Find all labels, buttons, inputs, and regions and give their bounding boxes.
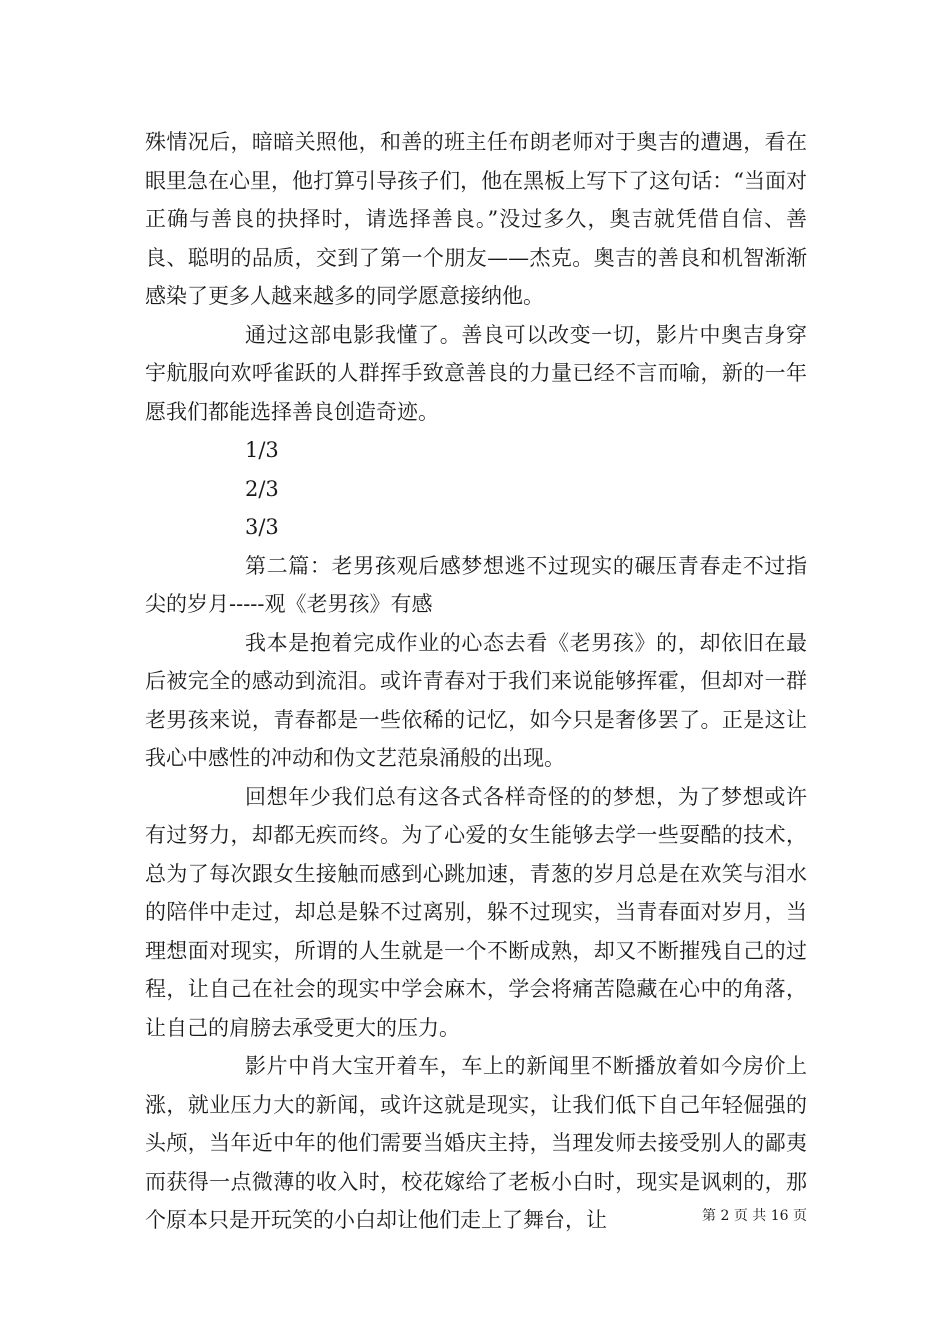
page-number-footer: 第 2 页 共 16 页 <box>702 1208 807 1224</box>
paragraph-intro: 我本是抱着完成作业的心态去看《老男孩》的，却依旧在最后被完全的感动到流泪。或许青春对于我们来说能够挥霍，但却对一群老男孩来说，青春都是一些依稀的记忆，如今只是奢侈罢了。正是这让我心中感性的冲动和伪文艺范泉涌般的出现。 <box>145 630 807 770</box>
paragraph-film-scene: 影片中肖大宝开着车，车上的新闻里不断播放着如今房价上涨，就业压力大的新闻，或许这就是现实，让我们低下自己年轻倔强的头颅，当年近中年的他们需要当婚庆主持，当理发师去接受别人的鄙夷而获得一点微薄的收入时，校花嫁给了老板小白时，现实是讽刺的，那个原本只是开玩笑的小白却让他们走上了舞台，让 <box>145 1054 807 1232</box>
paragraph-recollection: 回想年少我们总有这各式各样奇怪的的梦想，为了梦想或许有过努力，却都无疾而终。为了心爱的女生能够去学一些耍酷的技术，总为了每次跟女生接触而感到心跳加速，青葱的岁月总是在欢笑与泪水的陪伴中走过，却总是躲不过离别，躲不过现实，当青春面对岁月，当理想面对现实，所谓的人生就是一个不断成熟，却又不断摧残自己的过程，让自己在社会的现实中学会麻木，学会将痛苦隐藏在心中的角落，让自己的肩膀去承受更大的压力。 <box>145 784 807 1040</box>
paragraph-continuation: 殊情况后，暗暗关照他，和善的班主任布朗老师对于奥吉的遭遇，看在眼里急在心里，他打算引导孩子们，他在黑板上写下了这句话：“当面对正确与善良的抉择时，请选择善良。”没过多久，奥吉就凭借自信、善良、聪明的品质，交到了第一个朋友——杰克。奥吉的善良和机智渐渐感染了更多人越来越多的同学愿意接纳他。 <box>145 130 807 308</box>
section-heading: 第二篇：老男孩观后感梦想逃不过现实的碾压青春走不过指尖的岁月-----观《老男孩》有感 <box>145 553 807 616</box>
page-marker-1: 1/3 <box>245 438 279 462</box>
page-marker-2: 2/3 <box>245 476 279 501</box>
paragraph-conclusion: 通过这部电影我懂了。善良可以改变一切，影片中奥吉身穿宇航服向欢呼雀跃的人群挥手致意善良的力量已经不言而喻，新的一年愿我们都能选择善良创造奇迹。 <box>145 322 807 424</box>
page-marker-3: 3/3 <box>245 515 279 539</box>
body-text <box>145 123 807 1240</box>
